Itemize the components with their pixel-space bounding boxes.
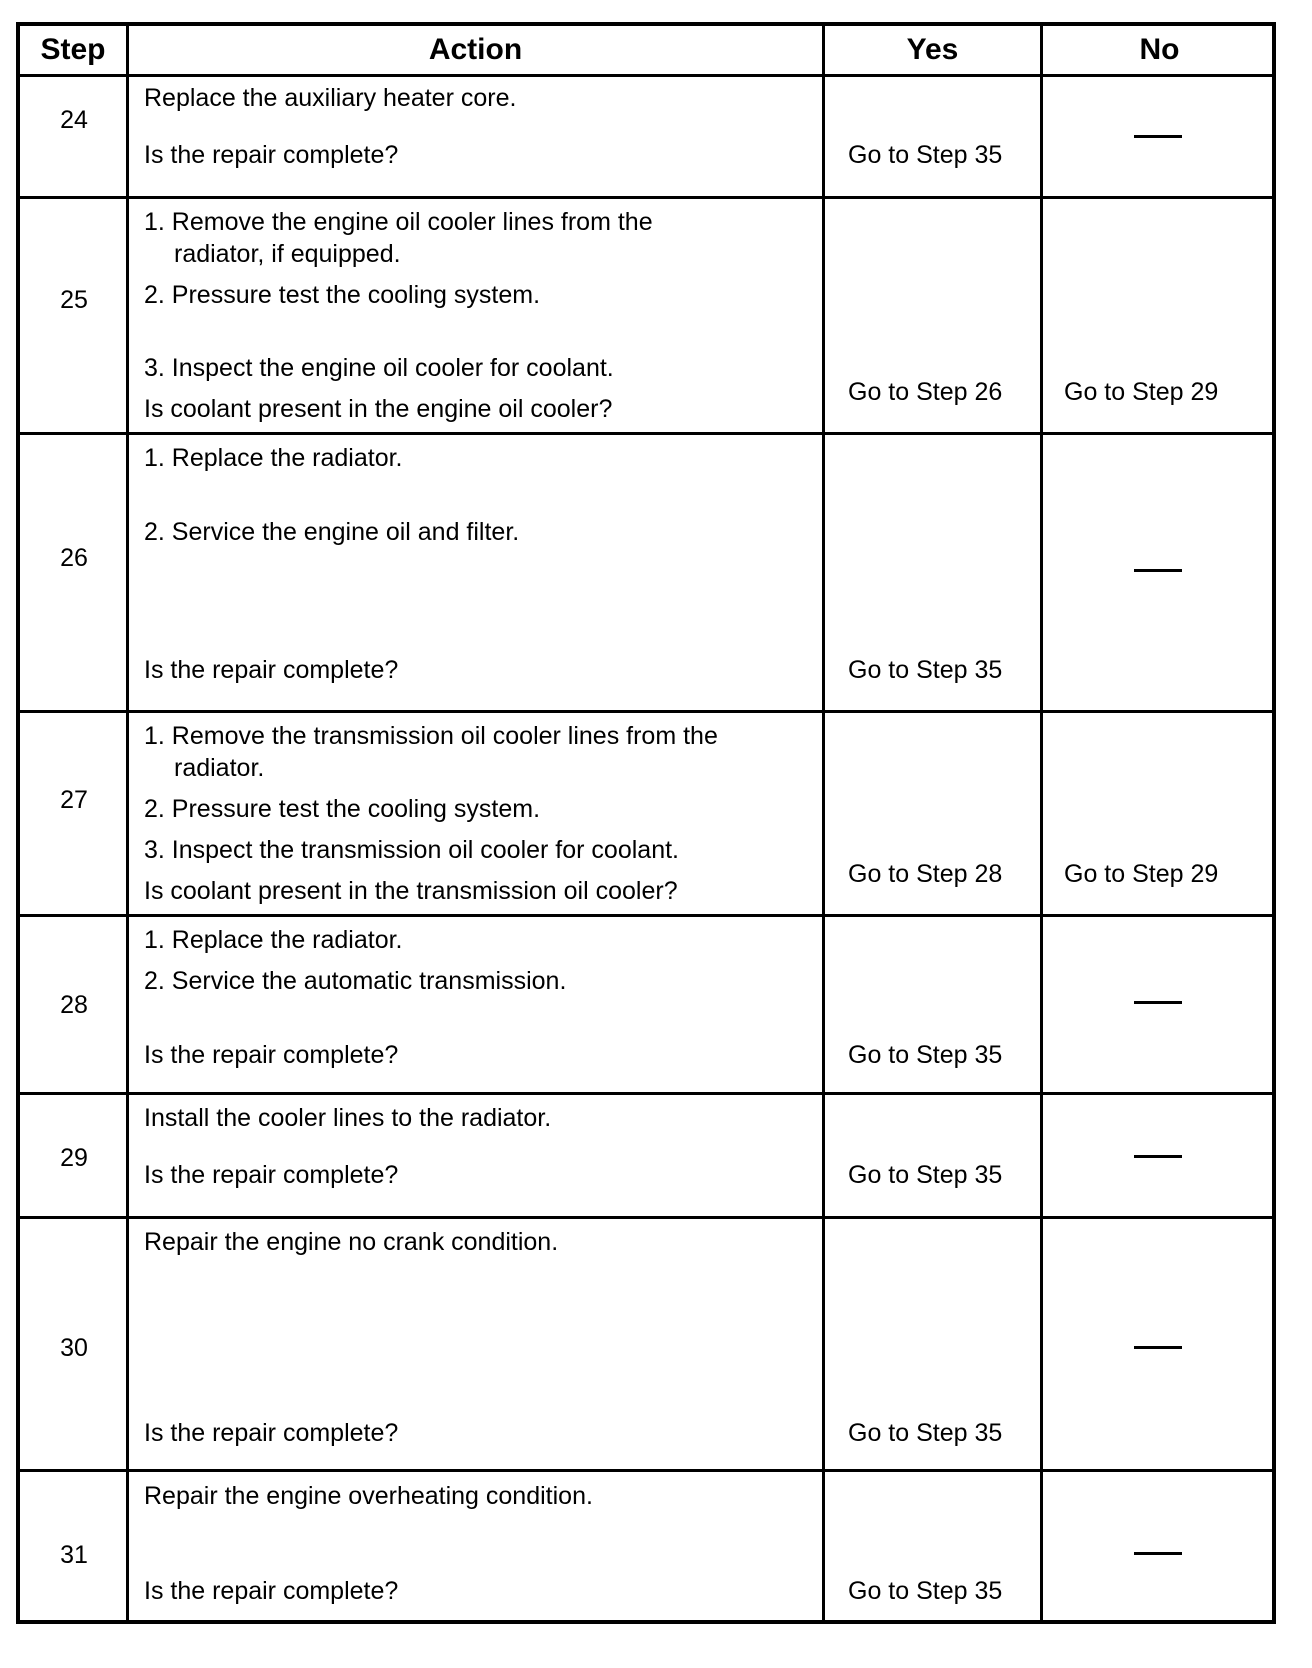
action-text: 1. Remove the transmission oil cooler lines from the	[144, 722, 718, 750]
yes-result: Go to Step 35	[848, 1419, 1003, 1447]
step-number: 28	[60, 991, 88, 1019]
yes-result: Go to Step 28	[848, 860, 1003, 888]
yes-result: Go to Step 35	[848, 1577, 1003, 1605]
yes-result: Go to Step 26	[848, 378, 1003, 406]
no-result: Go to Step 29	[1064, 378, 1219, 406]
yes-result: Go to Step 35	[848, 656, 1003, 684]
yes-result: Go to Step 35	[848, 1161, 1003, 1189]
action-text: 1. Replace the radiator.	[144, 926, 403, 954]
no-result-dash	[1134, 1001, 1182, 1004]
action-text: radiator.	[174, 754, 265, 782]
no-result-dash	[1134, 135, 1182, 138]
action-text: radiator, if equipped.	[174, 240, 401, 268]
yes-result: Go to Step 35	[848, 141, 1003, 169]
action-text: 3. Inspect the engine oil cooler for coolant.	[144, 354, 614, 382]
step-number: 26	[60, 544, 88, 572]
row-divider	[20, 1216, 1272, 1219]
header-action: Action	[428, 33, 523, 66]
no-result-dash	[1134, 569, 1182, 572]
row-divider	[20, 196, 1272, 199]
action-question: Is the repair complete?	[144, 1161, 399, 1189]
action-text: Repair the engine no crank condition.	[144, 1228, 559, 1256]
no-result-dash	[1134, 1552, 1182, 1555]
header-step: Step	[40, 33, 106, 66]
step-number: 30	[60, 1334, 88, 1362]
action-question: Is the repair complete?	[144, 1577, 399, 1605]
row-divider	[20, 710, 1272, 713]
header-yes: Yes	[906, 33, 959, 66]
action-text: Repair the engine overheating condition.	[144, 1482, 593, 1510]
action-text: 1. Replace the radiator.	[144, 444, 403, 472]
diagnostic-table	[16, 22, 1276, 1624]
step-number: 31	[60, 1541, 88, 1569]
action-question: Is the repair complete?	[144, 1041, 399, 1069]
step-number: 29	[60, 1144, 88, 1172]
no-result: Go to Step 29	[1064, 860, 1219, 888]
row-divider	[20, 74, 1272, 77]
step-number: 24	[60, 106, 88, 134]
column-divider	[822, 26, 825, 1620]
action-text: 2. Pressure test the cooling system.	[144, 795, 541, 823]
step-number: 25	[60, 286, 88, 314]
action-text: Install the cooler lines to the radiator.	[144, 1104, 552, 1132]
action-question: Is coolant present in the transmission oil cooler?	[144, 877, 678, 905]
action-text: Replace the auxiliary heater core.	[144, 84, 517, 112]
row-divider	[20, 432, 1272, 435]
action-question: Is the repair complete?	[144, 1419, 399, 1447]
action-text: 2. Pressure test the cooling system.	[144, 281, 541, 309]
action-text: 2. Service the automatic transmission.	[144, 967, 567, 995]
column-divider	[126, 26, 129, 1620]
row-divider	[20, 1469, 1272, 1472]
action-text: 1. Remove the engine oil cooler lines from the	[144, 208, 653, 236]
row-divider	[20, 1092, 1272, 1095]
header-no: No	[1139, 33, 1180, 66]
no-result-dash	[1134, 1155, 1182, 1158]
action-text: 2. Service the engine oil and filter.	[144, 518, 520, 546]
column-divider	[1040, 26, 1043, 1620]
row-divider	[20, 914, 1272, 917]
yes-result: Go to Step 35	[848, 1041, 1003, 1069]
action-question: Is the repair complete?	[144, 656, 399, 684]
action-question: Is coolant present in the engine oil cooler?	[144, 395, 613, 423]
action-text: 3. Inspect the transmission oil cooler for coolant.	[144, 836, 679, 864]
no-result-dash	[1134, 1346, 1182, 1349]
step-number: 27	[60, 786, 88, 814]
action-question: Is the repair complete?	[144, 141, 399, 169]
